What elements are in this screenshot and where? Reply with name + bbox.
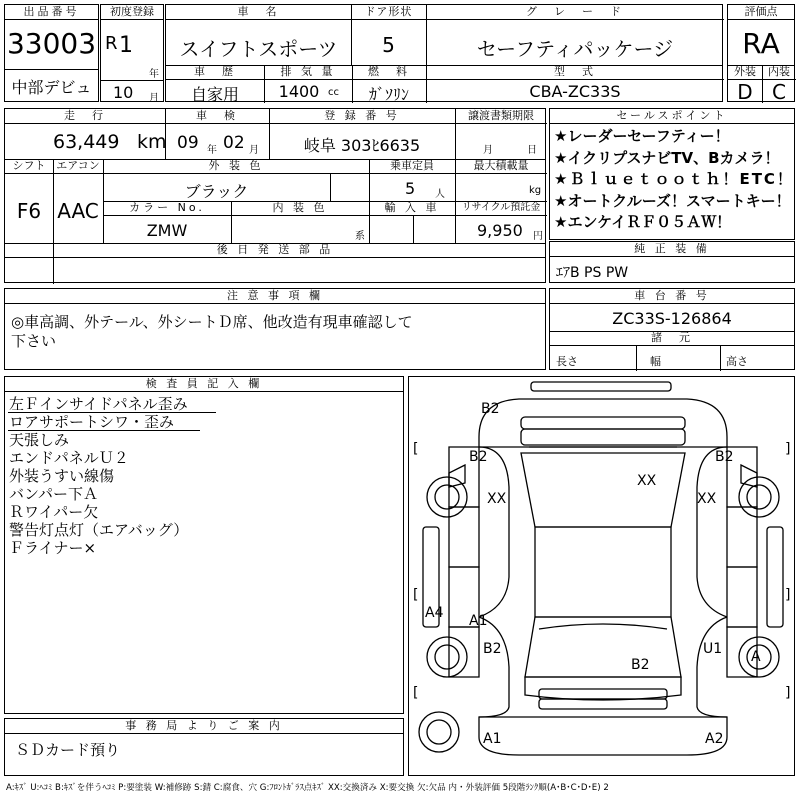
notes-label: 注 意 事 項 欄 [5,289,545,304]
office-text: ＳＤカード預り [15,741,121,759]
dim-length: 長さ [556,355,578,368]
history-label: 車 歴 [166,65,264,80]
exterior-grade: D [737,80,753,104]
damage-mark: A2 [705,731,724,747]
sales-points-label: セールスポイント [550,109,794,124]
damage-mark: A4 [425,605,444,621]
interior-color-label: 内 装 色 [231,201,369,216]
sales-point: ★レーダーセーフティー！ [554,127,730,145]
car-diagram [408,376,795,776]
capacity: 5 [405,179,416,198]
capacity-unit: 人 [435,189,445,200]
displacement-label: 排 気 量 [264,65,352,80]
year-num: 1 [119,33,133,58]
inspection-item: エンドパネルＵ２ [9,449,129,467]
displacement-unit: cc [328,87,339,98]
grade-label: グ レ ー ド [426,5,724,20]
dims-label: 諸 元 [550,331,794,346]
ac-label: エアコン [53,159,103,174]
lot-label: 出品番号 [5,5,98,20]
damage-mark: B2 [481,401,500,417]
fuel: ｶﾞｿﾘﾝ [368,85,409,104]
first-reg-label: 初度登録 [101,5,163,20]
dim-height: 高さ [726,355,748,368]
damage-mark: A [751,649,761,665]
inspection-item: Ｆライナー× [9,539,97,557]
spec-table [4,108,546,283]
load-label: 最大積載量 [455,159,547,174]
sales-point: ★イクリプスナビTV、Bカメラ！ [554,148,780,167]
sales-point: ★エンケイＲＦ０５ＡＷ！ [554,213,732,231]
doc-label: 譲渡書類期限 [455,109,547,124]
model: CBA-ZC33S [529,82,621,101]
grade: セーフティパッケージ [476,37,674,61]
bracket: ] [785,685,791,701]
underline [8,430,200,431]
plate-label: 登 録 番 号 [269,109,455,124]
damage-mark: A1 [469,613,488,629]
shift-label: シフト [5,159,53,174]
first-reg-box [100,4,164,102]
notes-line-2: 下さい [11,332,57,350]
month-num: 10 [113,83,134,102]
inspection-item: バンパー下Ａ [9,485,98,503]
damage-mark: B2 [483,641,502,657]
lot-box [4,4,99,102]
sales-points-box [549,108,795,240]
color-no-label: カラー No. [103,201,231,216]
year-unit: 年 [149,69,159,80]
sales-point: ★オートクルーズ！スマートキー！ [554,191,791,210]
inspection-item: 左Ｆインサイドパネル歪み [9,395,188,413]
inspector-label: 検 査 員 記 入 欄 [5,377,403,392]
legend: A:ｷｽﾞ U:ﾍｺﾐ B:ｷｽﾞを伴うﾍｺﾐ P:要塗装 W:補修跡 S:錆 C:腐食、穴 G:ﾌﾛﾝﾄｶﾞﾗｽ点ｷｽﾞ XX:交換済み X:要交換 欠:欠品 内・外装評価 5段階ﾗﾝｸ順(A･B･C･D･E) 2 [6,783,609,793]
insp-year: 09 [177,133,199,153]
bracket: [ [413,587,419,603]
chassis-box [549,288,795,370]
equipment-value: ｴｱB PS PW [556,265,629,281]
notes-box [4,288,546,370]
recycle-unit: 円 [533,231,543,242]
import-label: 輸 入 車 [369,201,455,216]
dim-width: 幅 [650,355,661,368]
ac: AAC [57,199,99,223]
bracket: ] [785,441,791,457]
inspection-item: ロアサポートシワ・歪み [9,413,175,431]
damage-mark: U1 [703,641,723,657]
era: R [105,33,118,54]
inspection-item: 外装うすい線傷 [9,467,115,485]
history: 自家用 [190,85,239,104]
load-unit: kg [529,185,542,196]
notes-line-1: ◎車高調、外テール、外シートＤ席、他改造有現車確認して [11,313,413,331]
doc-month-unit: 月 [483,145,493,156]
insp-month-unit: 月 [249,145,259,156]
mileage-unit: km [137,131,167,153]
displacement: 1400 [278,82,320,101]
chassis-label: 車 台 番 号 [550,289,794,304]
damage-mark: XX [637,473,657,489]
underline [8,412,216,413]
equipment-box [549,241,795,283]
interior-label: 内装 [762,65,796,80]
month-unit: 月 [149,93,159,104]
score-label: 評価点 [728,5,794,20]
inspection-item: 警告灯点灯（エアバッグ） [9,521,189,539]
chassis-number: ZC33S-126864 [612,309,732,328]
color: ブラック [184,182,249,201]
bracket: [ [413,685,419,701]
inspection-item: 天張しみ [9,431,70,449]
score: RA [742,27,780,60]
car-name-label: 車 名 [166,5,351,20]
exterior-label: 外装 [728,65,762,80]
bracket: ] [785,587,791,603]
shift: F6 [16,199,42,223]
door-label: ドア形状 [351,5,426,20]
color-no: ZMW [146,221,188,240]
office-box [4,718,404,776]
color-label: 外 装 色 [103,159,369,174]
sales-point: ★Ｂｌｕｅｔｏｏｔｈ！ETC！ [554,170,794,188]
damage-mark: XX [697,491,717,507]
later-parts-label: 後 日 発 送 部 品 [5,243,545,258]
fuel-label: 燃 料 [352,65,426,80]
interior-color-unit: 系 [355,231,365,242]
damage-mark: B2 [469,449,488,465]
car-name: スイフトスポーツ [179,37,338,61]
inspector-box [4,376,404,714]
recycle-label: リサイクル預託金 [455,201,547,216]
car-outline-svg [409,377,796,777]
inspection-item: Ｒワイパー欠 [9,503,99,521]
insp-month: 02 [223,133,245,153]
mileage-label: 走 行 [5,109,165,124]
model-label: 型 式 [426,65,724,80]
lot-number: 33003 [6,27,97,60]
insp-year-unit: 年 [207,145,217,156]
inspection-label: 車 検 [165,109,269,124]
car-box [165,4,723,102]
capacity-label: 乗車定員 [369,159,455,174]
plate: 岐阜 303ﾋ6635 [303,136,421,155]
interior-grade: C [772,80,786,104]
damage-mark: B2 [715,449,734,465]
region: 中部デビュ [11,78,92,97]
mileage: 63,449 [53,131,120,153]
score-box [727,4,795,102]
bracket: [ [413,441,419,457]
equipment-label: 純 正 装 備 [550,242,794,257]
doc-day-unit: 日 [527,145,537,156]
damage-mark: B2 [631,657,650,673]
door: 5 [382,33,395,57]
office-label: 事 務 局 よ り ご 案 内 [5,719,403,734]
recycle: 9,950 [477,221,523,240]
damage-mark: A1 [483,731,502,747]
damage-mark: XX [487,491,507,507]
